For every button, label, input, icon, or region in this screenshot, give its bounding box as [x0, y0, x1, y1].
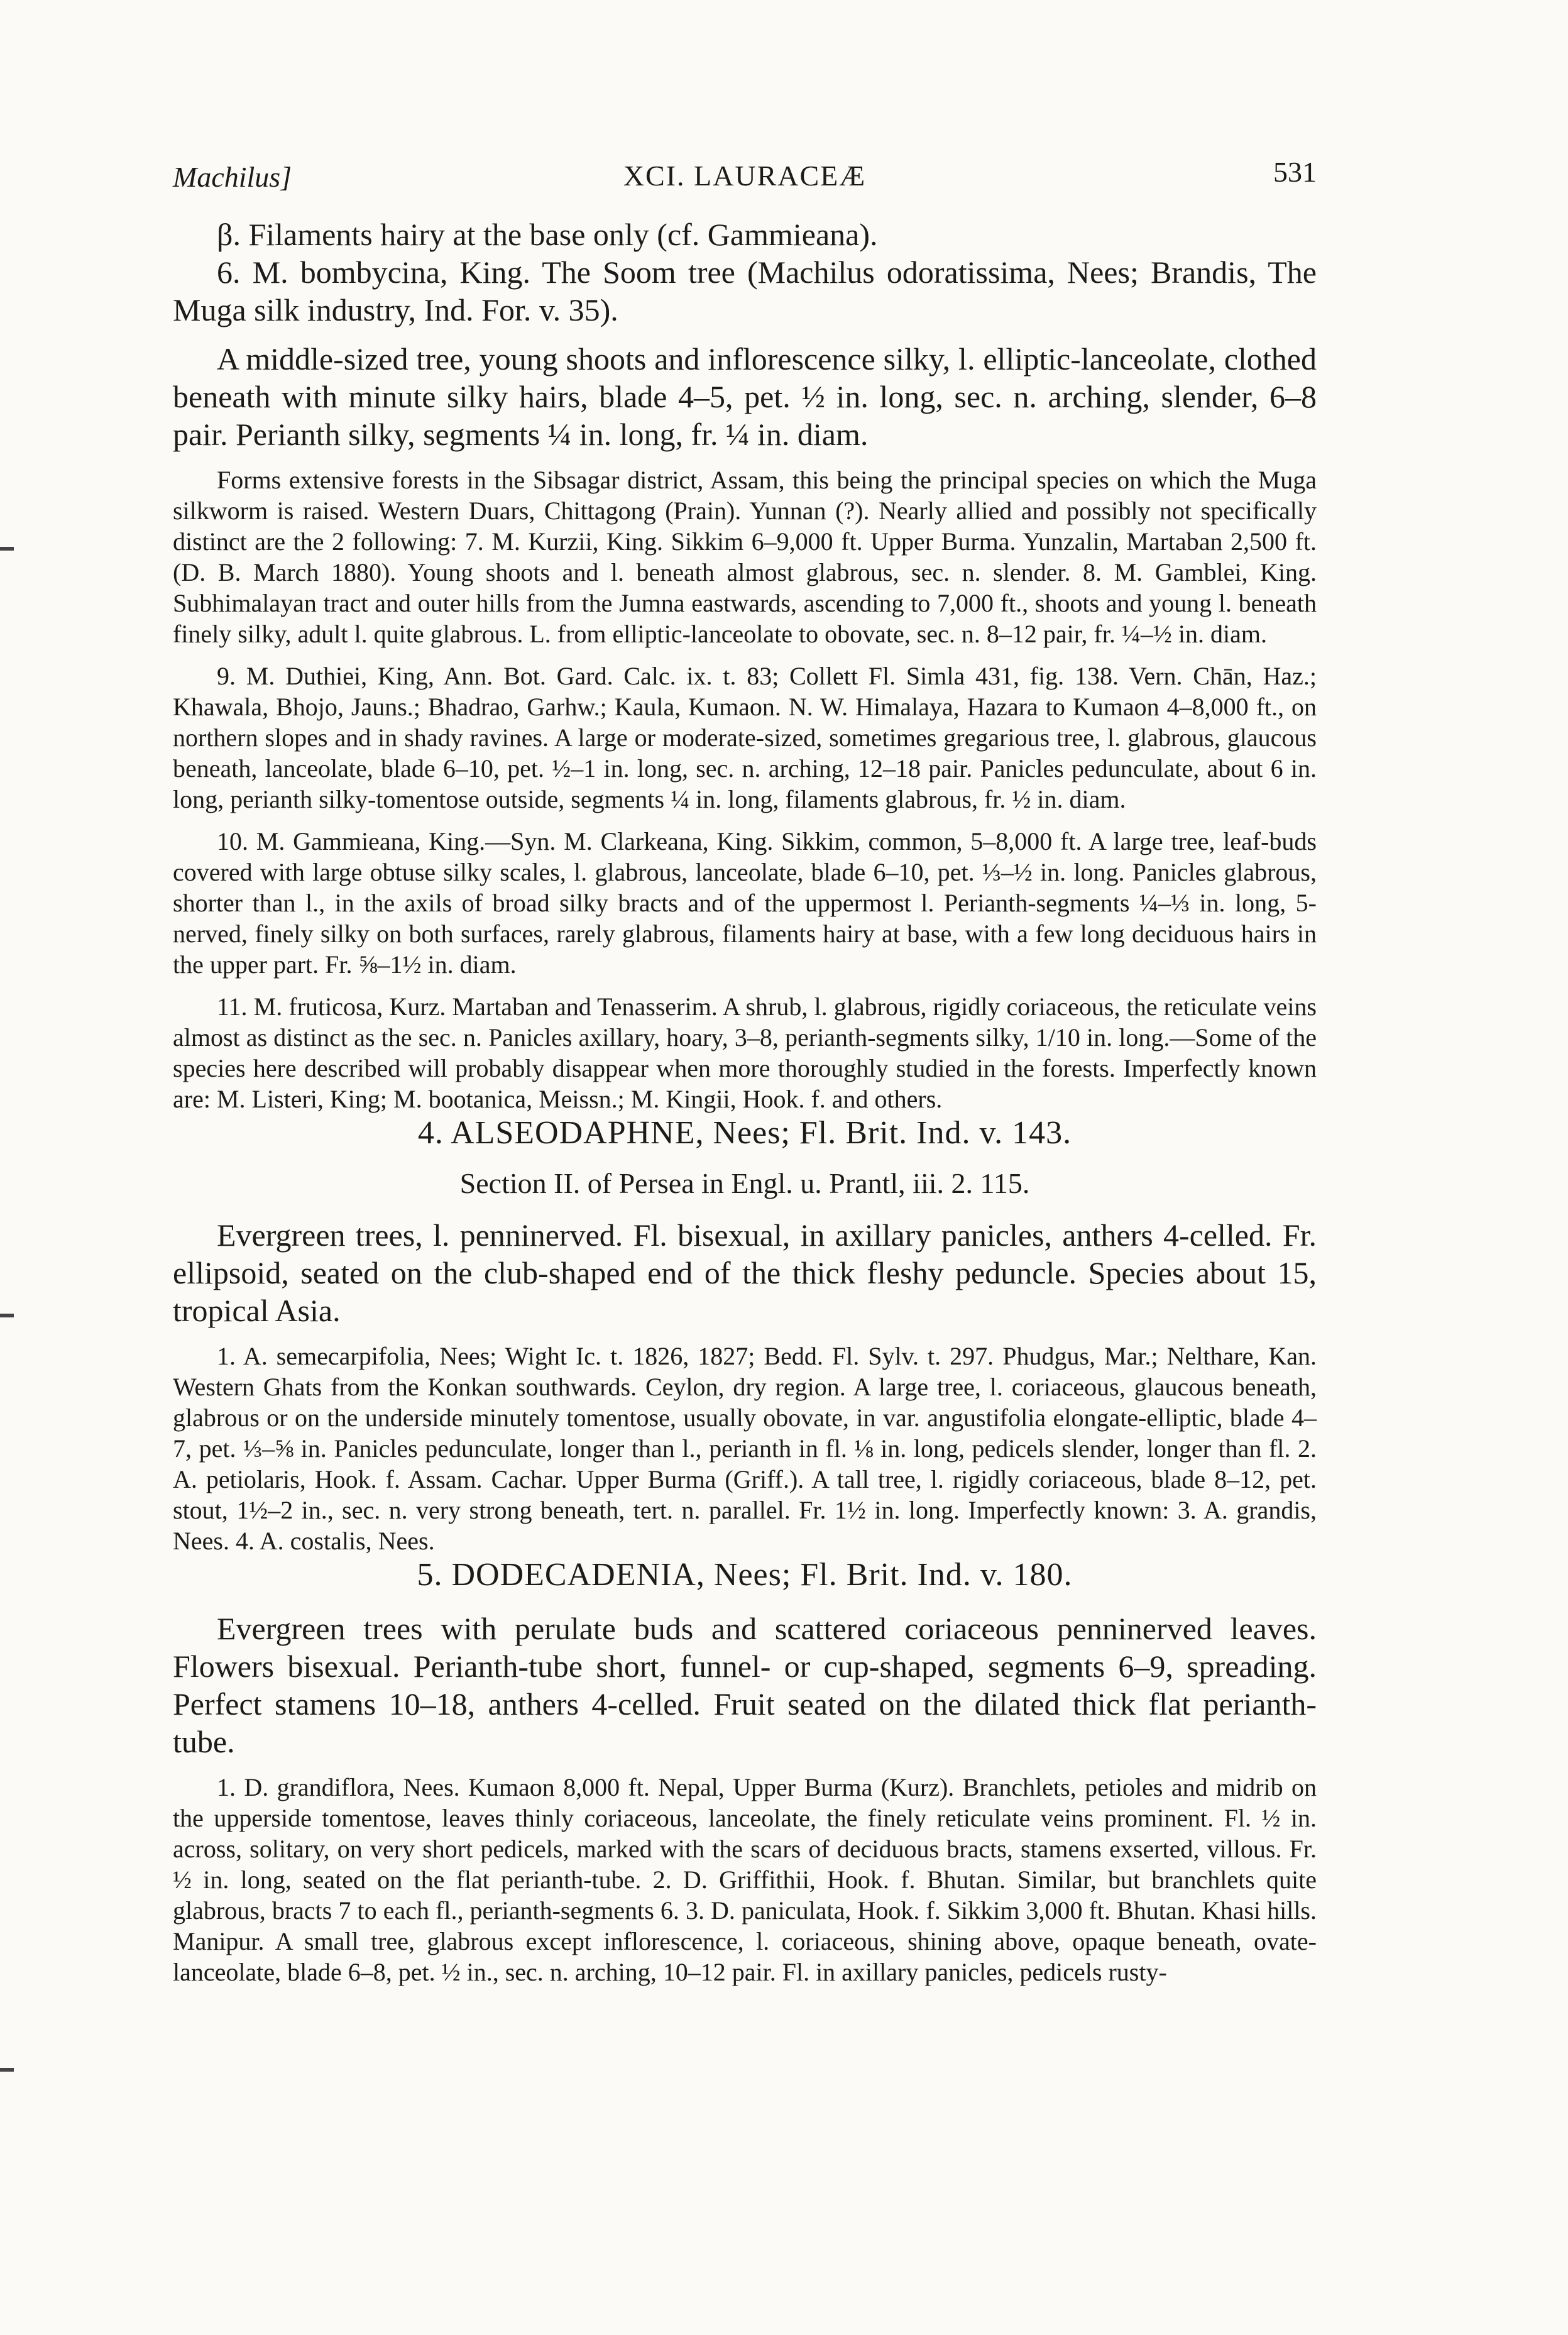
margin-mark [0, 1314, 14, 1317]
genus-description: Evergreen trees, l. penninerved. Fl. bisexual, in axillary panicles, anthers 4-celled. Fr. ellipsoid, seated on the club-shaped end of the thick fleshy peduncle. Species about 15, tropical Asia. [173, 1217, 1317, 1328]
running-header [173, 148, 1317, 204]
header-family: XCI. LAURACEÆ [623, 160, 867, 192]
dodecadenia-section [173, 1556, 1317, 1987]
species-entry: 1. A. semecarpifolia, Nees; Wight Ic. t. 1826, 1827; Bedd. Fl. Sylv. t. 297. Phudgus, Mar.; Nelthare, Kan. Western Ghats from the Konkan southwards. Ceylon, dry region. A large tree, l. coriaceous, glaucous beneath, glabrous or on the underside minutely tomentose, usually obovate, in var. angustifolia elongate-elliptic, blade 4–7, pet. ⅓–⅝ in. Panicles pedunculate, longer than l., perianth in fl. ⅛ in. long, pedicels slender, longer than fl. 2. A. petiolaris, Hook. f. Assam. Cachar. Upper Burma (Griff.). A tall tree, l. rigidly coriaceous, blade 8–12, pet. stout, 1½–2 in., sec. n. very strong beneath, tert. n. parallel. Fr. 1½ in. long. Imperfectly known: 3. A. grandis, Nees. 4. A. costalis, Nees. [173, 1342, 1317, 1555]
species-entry: 11. M. fruticosa, Kurz. Martaban and Tenasserim. A shrub, l. glabrous, rigidly coriaceous, the reticulate veins almost as distinct as the sec. n. Panicles axillary, hoary, 3–8, perianth-segments silky, 1/10 in. long.—Some of the species here described will probably disappear when more thoroughly studied in the forests. Imperfectly known are: M. Listeri, King; M. bootanica, Meissn.; M. Kingii, Hook. f. and others. [173, 992, 1317, 1113]
subgroup-heading: β. Filaments hairy at the base only (cf. Gammieana). [217, 217, 878, 252]
genus-title: 4. ALSEODAPHNE, Nees; Fl. Brit. Ind. v. 143. [417, 1115, 1072, 1151]
species-description: A middle-sized tree, young shoots and inflorescence silky, l. elliptic-lanceolate, clothed beneath with minute silky hairs, blade 4–5, pet. ½ in. long, sec. n. arching, slender, 6–8 pair. Perianth silky, segments ¼ in. long, fr. ¼ in. diam. [173, 341, 1317, 452]
genus-title: 5. DODECADENIA, Nees; Fl. Brit. Ind. v. 180. [417, 1557, 1073, 1593]
book-page [173, 148, 1317, 1987]
species-entry: 9. M. Duthiei, King, Ann. Bot. Gard. Calc. ix. t. 83; Collett Fl. Simla 431, fig. 138. Vern. Chān, Haz.; Khawala, Bhojo, Jauns.; Bhadrao, Garhw.; Kaula, Kumaon. N. W. Himalaya, Hazara to Kumaon 4–8,000 ft., on northern slopes and in shady ravines. A large or moderate-sized, sometimes gregarious tree, l. glabrous, glaucous beneath, lanceolate, blade 6–10, pet. ½–1 in. long, sec. n. arching, 12–18 pair. Panicles pedunculate, about 6 in. long, perianth silky-tomentose outside, segments ¼ in. long, filaments glabrous, fr. ½ in. diam. [173, 662, 1317, 813]
margin-mark [0, 2068, 14, 2072]
species-notes: Forms extensive forests in the Sibsagar district, Assam, this being the principal species on which the Muga silkworm is raised. Western Duars, Chittagong (Prain). Yunnan (?). Nearly allied and possibly not specifically distinct are the 2 following: 7. M. Kurzii, King. Sikkim 6–9,000 ft. Upper Burma. Yunzalin, Martaban 2,500 ft. (D. B. March 1880). Young shoots and l. beneath almost glabrous, sec. n. slender. 8. M. Gamblei, King. Subhimalayan tract and outer hills from the Jumna eastwards, ascending to 7,000 ft., shoots and young l. beneath finely silky, adult l. quite glabrous. L. from elliptic-lanceolate to obovate, sec. n. 8–12 pair, fr. ¼–½ in. diam. [173, 466, 1317, 648]
header-genus: Machilus] [173, 161, 292, 193]
genus-subtitle: Section II. of Persea in Engl. u. Prantl, iii. 2. 115. [459, 1167, 1030, 1199]
alseodaphne-section [173, 1114, 1317, 1556]
genus-description: Evergreen trees with perulate buds and scattered coriaceous penninerved leaves. Flowers bisexual. Perianth-tube short, funnel- or cup-shaped, segments 6–9, spreading. Perfect stamens 10–18, anthers 4-celled. Fruit seated on the dilated thick flat perianth-tube. [173, 1611, 1317, 1759]
species-entry: 10. M. Gammieana, King.—Syn. M. Clarkeana, King. Sikkim, common, 5–8,000 ft. A large tree, leaf-buds covered with large obtuse silky scales, l. glabrous, lanceolate, blade 6–10, pet. ⅓–½ in. long. Panicles glabrous, shorter than l., in the axils of broad silky bracts and of the uppermost l. Perianth-segments ¼–⅓ in. long, 5-nerved, finely silky on both surfaces, rarely glabrous, filaments hairy at base, with a few long deciduous hairs in the upper part. Fr. ⅝–1½ in. diam. [173, 827, 1317, 979]
species-entry: 1. D. grandiflora, Nees. Kumaon 8,000 ft. Nepal, Upper Burma (Kurz). Branchlets, petioles and midrib on the upperside tomentose, leaves thinly coriaceous, lanceolate, the finely reticulate veins prominent. Fl. ½ in. across, solitary, on very short pedicels, marked with the scars of deciduous bracts, stamens exserted, villous. Fr. ½ in. long, seated on the flat perianth-tube. 2. D. Griffithii, Hook. f. Bhutan. Similar, but branchlets quite glabrous, bracts 7 to each fl., perianth-segments 6. 3. D. paniculata, Hook. f. Sikkim 3,000 ft. Bhutan. Khasi hills. Manipur. A small tree, glabrous except inflorescence, l. coriaceous, shining above, opaque beneath, ovate-lanceolate, blade 6–8, pet. ½ in., sec. n. arching, 10–12 pair. Fl. in axillary panicles, pedicels rusty- [173, 1773, 1317, 1986]
margin-mark [0, 547, 14, 551]
page-number: 531 [1273, 156, 1317, 188]
machilus-section [173, 216, 1317, 1114]
species-heading: 6. M. bombycina, King. The Soom tree (Machilus odoratissima, Nees; Brandis, The Muga silk industry, Ind. For. v. 35). [173, 255, 1317, 327]
